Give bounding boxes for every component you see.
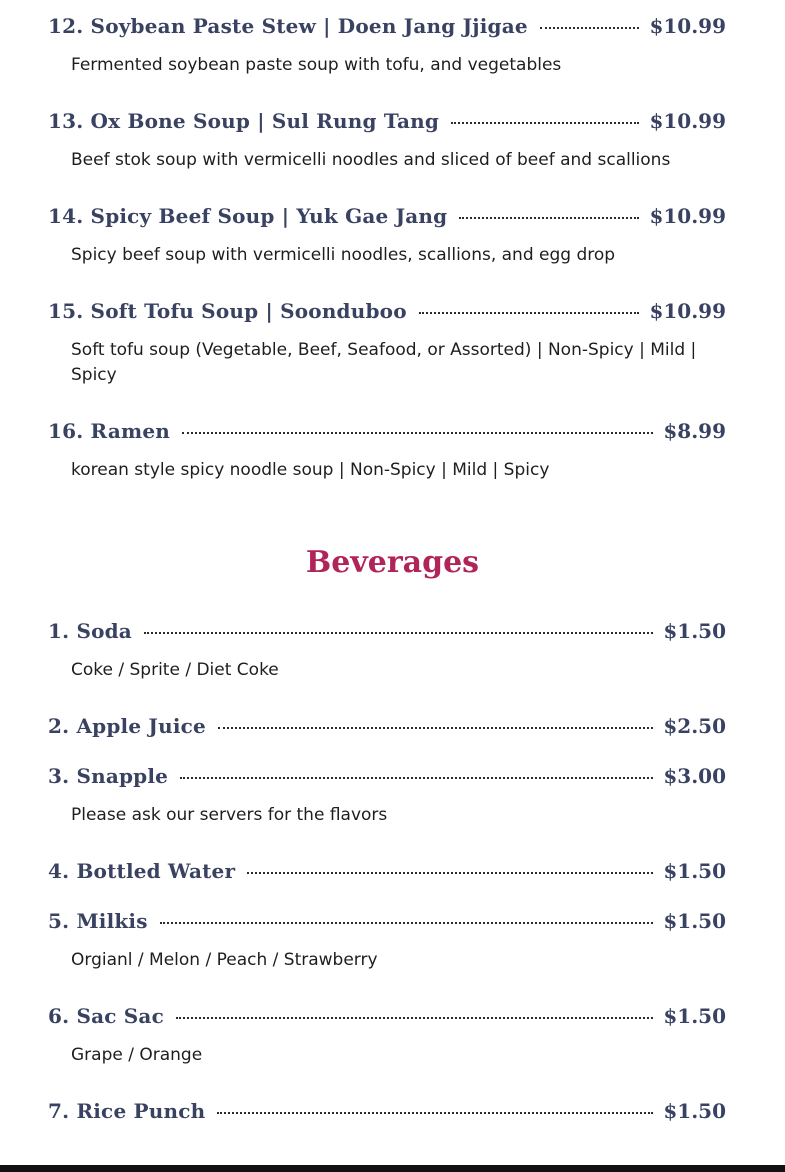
menu-item-row: [48, 619, 726, 649]
menu-item-description: Beef stok soup with vermicelli noodles and sliced of beef and scallions: [71, 150, 671, 170]
menu-item-row: [48, 204, 726, 234]
menu-item: [48, 419, 726, 483]
menu-item-row: [48, 299, 726, 329]
dot-leader: [176, 1017, 653, 1019]
dot-leader: [540, 27, 640, 29]
menu-item-row: [48, 1004, 726, 1034]
menu-item-description: Soft tofu soup (Vegetable, Beef, Seafood, or Assorted) | Non-Spicy | Mild | Spicy: [71, 340, 697, 385]
menu-item-row: [48, 859, 726, 889]
dot-leader: [218, 727, 653, 729]
menu-item-price: $10.99: [649, 204, 726, 228]
dot-leader: [144, 632, 653, 634]
dot-leader: [160, 922, 654, 924]
menu-item-price: $10.99: [649, 14, 726, 38]
menu-item: [48, 14, 726, 78]
menu-item-description: Grape / Orange: [71, 1045, 203, 1065]
menu-item-name: 1. Soda: [48, 619, 132, 643]
menu-item-name: 4. Bottled Water: [48, 859, 236, 883]
dot-leader: [217, 1112, 653, 1114]
menu-item-price: $1.50: [663, 1099, 726, 1123]
menu-item-name: 5. Milkis: [48, 909, 148, 933]
menu-item-name: 15. Soft Tofu Soup | Soonduboo: [48, 299, 407, 323]
menu-item-row: [48, 419, 726, 449]
menu-item-price: $1.50: [663, 909, 726, 933]
menu-item: [48, 714, 726, 744]
menu-item-row: [48, 909, 726, 939]
dot-leader: [247, 872, 653, 874]
menu-item-description: Fermented soybean paste soup with tofu, and vegetables: [71, 55, 562, 75]
menu-item-name: 7. Rice Punch: [48, 1099, 206, 1123]
dot-leader: [180, 777, 653, 779]
menu-item-name: 12. Soybean Paste Stew | Doen Jang Jjigae: [48, 14, 528, 38]
dot-leader: [459, 217, 639, 219]
menu-item-description: korean style spicy noodle soup | Non-Spicy | Mild | Spicy: [71, 460, 550, 480]
section-title-beverages: Beverages: [305, 545, 480, 580]
menu-item-price: $1.50: [663, 1004, 726, 1028]
menu-item-price: $8.99: [663, 419, 726, 443]
menu-item: [48, 859, 726, 889]
menu-item-name: 14. Spicy Beef Soup | Yuk Gae Jang: [48, 204, 448, 228]
menu-item: [48, 764, 726, 828]
menu-item-name: 3. Snapple: [48, 764, 169, 788]
menu-item-name: 2. Apple Juice: [48, 714, 206, 738]
menu-item-row: [48, 764, 726, 794]
menu-item-row: [48, 109, 726, 139]
menu-item-price: $1.50: [663, 859, 726, 883]
menu-item: [48, 204, 726, 268]
menu-item-price: $10.99: [649, 299, 726, 323]
menu-item: [48, 299, 726, 388]
menu-item-description: Orgianl / Melon / Peach / Strawberry: [71, 950, 378, 970]
menu-item-row: [48, 1099, 726, 1129]
menu-item: [48, 109, 726, 173]
dot-leader: [419, 312, 640, 314]
menu-item-description: Spicy beef soup with vermicelli noodles, scallions, and egg drop: [71, 245, 616, 265]
menu-item-name: 6. Sac Sac: [48, 1004, 164, 1028]
dot-leader: [451, 122, 639, 124]
menu-item-row: [48, 14, 726, 44]
menu-item: [48, 909, 726, 973]
menu-item-price: $3.00: [663, 764, 726, 788]
menu-item-description: Coke / Sprite / Diet Coke: [71, 660, 279, 680]
menu-item-row: [48, 714, 726, 744]
menu-item-description: Please ask our servers for the flavors: [71, 805, 388, 825]
menu-item: [48, 1004, 726, 1068]
menu-item-price: $2.50: [663, 714, 726, 738]
menu-item: [48, 619, 726, 683]
menu-item-price: $10.99: [649, 109, 726, 133]
menu-item-price: $1.50: [663, 619, 726, 643]
dot-leader: [182, 432, 653, 434]
menu-item-name: 16. Ramen: [48, 419, 171, 443]
page-bottom-border: [0, 1165, 785, 1172]
menu-item: [48, 1099, 726, 1129]
menu-item-name: 13. Ox Bone Soup | Sul Rung Tang: [48, 109, 440, 133]
